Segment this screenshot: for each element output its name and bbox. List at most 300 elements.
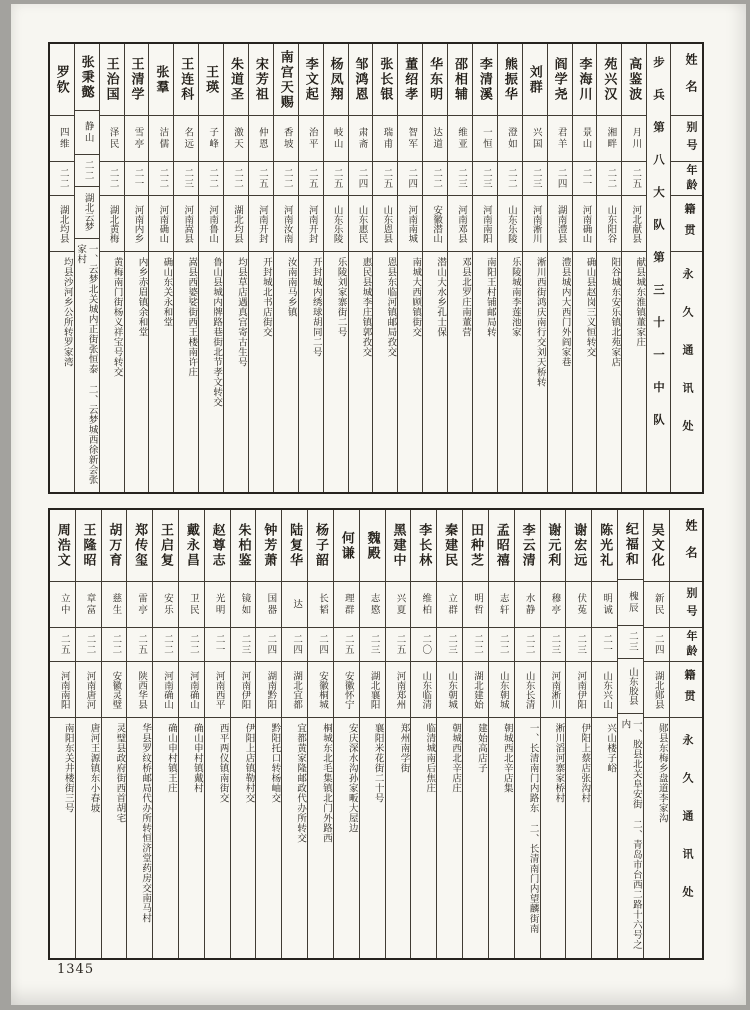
person-address: 内乡赤眉镇余和堂 [136, 257, 147, 337]
person-address: 兴山楼子峪 [605, 723, 616, 773]
person-origin: 山东胶县 [618, 659, 643, 714]
person-origin: 安徽怀宁 [334, 662, 359, 718]
roster-column [152, 510, 178, 958]
roster-column [565, 510, 591, 958]
person-name: 宋芳祖 [249, 44, 273, 116]
person-name: 钟芳萧 [256, 510, 281, 582]
person-alias: 理群 [334, 582, 359, 628]
roster-column [596, 44, 621, 492]
person-name: 王瑛 [199, 44, 223, 116]
header-age: 年龄 [671, 162, 702, 196]
person-name: 王连科 [174, 44, 198, 116]
person-name: 陈光礼 [592, 510, 617, 582]
roster-column [514, 510, 540, 958]
person-origin: 河南确山 [153, 662, 178, 718]
person-age: 二三 [523, 162, 547, 196]
roster-table-top [48, 42, 704, 494]
roster-column [436, 510, 462, 958]
person-name: 邵相辅 [448, 44, 472, 116]
person-alias: 志轩 [489, 582, 514, 628]
person-origin: 安徽桐城 [308, 662, 333, 718]
person-name: 魏殿 [360, 510, 385, 582]
header-address: 永久通讯处 [681, 734, 693, 924]
roster-column [50, 44, 74, 492]
person-name: 罗钦 [50, 44, 74, 116]
person-alias: 穆亭 [541, 582, 566, 628]
person-address: 确山东关永和堂 [161, 257, 172, 327]
person-origin: 湖北郧县 [644, 662, 669, 718]
roster-column [74, 44, 99, 492]
person-name: 谢元利 [541, 510, 566, 582]
person-origin: 山东惠民 [349, 196, 373, 252]
person-age: 二〇 [411, 628, 436, 662]
roster-column [198, 44, 223, 492]
person-address: 确山申村镇王庄 [166, 723, 176, 793]
person-name: 李海川 [573, 44, 597, 116]
roster-column [522, 44, 547, 492]
person-name: 熊振华 [498, 44, 522, 116]
person-age: 二五 [324, 162, 348, 196]
roster-column [410, 510, 436, 958]
person-alias: 立中 [50, 582, 75, 628]
person-origin: 湖北黄梅 [100, 196, 124, 252]
person-name: 华东明 [423, 44, 447, 116]
person-alias: 伏菟 [566, 582, 591, 628]
header-alias: 别号 [671, 116, 702, 162]
person-alias: 君羊 [548, 116, 572, 162]
person-name: 陆复华 [282, 510, 307, 582]
person-alias: 洁儒 [149, 116, 173, 162]
person-origin: 陕西华县 [127, 662, 152, 718]
person-age: 二四 [256, 628, 281, 662]
person-origin: 湖南黔阳 [256, 662, 281, 718]
person-origin: 山东长清 [515, 662, 540, 718]
person-origin: 河南确山 [149, 196, 173, 252]
person-age: 二三 [473, 162, 497, 196]
person-address: 桐城东北毛集镇北门外路西 [320, 723, 331, 843]
person-address: 汝南南马乡镇 [285, 257, 296, 317]
header-name: 姓名 [671, 44, 702, 116]
person-name: 杨凤翔 [324, 44, 348, 116]
person-age: 二二 [102, 628, 127, 662]
person-alias: 志愍 [360, 582, 385, 628]
person-age: 二一 [125, 162, 149, 196]
person-name: 朱道圣 [224, 44, 248, 116]
person-address: 安庆深水沟孙家畈大屋边 [346, 723, 357, 833]
roster-column [50, 510, 75, 958]
person-address: 黔阳托口转杨岫交 [269, 723, 280, 803]
person-alias: 镜如 [231, 582, 256, 628]
person-name: 朱柏鉴 [231, 510, 256, 582]
person-alias: 香坡 [274, 116, 298, 162]
person-origin: 河南伊阳 [231, 662, 256, 718]
person-address: 一、长清南门内路东 二、长清南门内望麟街南 [527, 723, 538, 934]
person-age: 二三 [174, 162, 198, 196]
person-alias: 治平 [299, 116, 323, 162]
person-name: 高鉴波 [622, 44, 646, 116]
person-name: 孟昭禧 [489, 510, 514, 582]
person-address: 均县草店遇真宫寄古生号 [236, 257, 247, 367]
person-address: 乐陵刘家寨街二号 [335, 257, 346, 337]
person-alias: 章富 [76, 582, 101, 628]
person-age: 二四 [349, 162, 373, 196]
person-alias: 瑞甫 [373, 116, 397, 162]
person-origin: 河南南城 [398, 196, 422, 252]
person-name: 刘群 [523, 44, 547, 116]
person-origin: 湖北宜都 [282, 662, 307, 718]
person-name: 王启复 [153, 510, 178, 582]
person-alias: 光明 [205, 582, 230, 628]
person-name: 秦建民 [437, 510, 462, 582]
roster-column [385, 510, 411, 958]
person-origin: 湖北均县 [50, 196, 74, 252]
person-origin: 湖北建始 [463, 662, 488, 718]
person-alias: 智军 [398, 116, 422, 162]
person-address: 阳谷城东安乐镇北苑家店 [609, 257, 620, 367]
person-age: 二五 [373, 162, 397, 196]
person-origin: 湖南澧县 [548, 196, 572, 252]
person-alias: 四维 [50, 116, 74, 162]
person-name: 郑传玺 [127, 510, 152, 582]
person-address: 淅川滔河寨家桥村 [553, 723, 564, 803]
person-name: 吴文化 [644, 510, 669, 582]
person-origin: 河南南阳 [473, 196, 497, 252]
person-age: 二二 [498, 162, 522, 196]
person-alias: 激天 [224, 116, 248, 162]
roster-column [488, 510, 514, 958]
roster-column [248, 44, 273, 492]
person-name: 张秉懿 [75, 44, 99, 111]
roster-column [223, 44, 248, 492]
person-age: 二二 [153, 628, 178, 662]
person-address: 均县沙河乡公所转罗家湾 [61, 257, 72, 367]
person-address: 开封城北书店街交 [260, 257, 271, 337]
person-alias: 岐山 [324, 116, 348, 162]
person-age: 二三 [566, 628, 591, 662]
person-origin: 山东朝城 [489, 662, 514, 718]
header-column [670, 44, 702, 492]
person-alias: 兴夏 [386, 582, 411, 628]
person-alias: 兴国 [523, 116, 547, 162]
person-name: 胡万育 [102, 510, 127, 582]
person-age: 二四 [548, 162, 572, 196]
person-address: 邓县北罗庄南董营 [460, 257, 471, 337]
person-age: 二二 [274, 162, 298, 196]
person-name: 赵尊志 [205, 510, 230, 582]
roster-column [422, 44, 447, 492]
unit-title-column [646, 44, 670, 492]
person-age: 二五 [622, 162, 646, 196]
roster-table-bottom [48, 508, 704, 960]
person-age: 二一 [592, 628, 617, 662]
person-origin: 河南淅川 [523, 196, 547, 252]
roster-column [101, 510, 127, 958]
person-address: 南阳王村铺邮局转 [484, 257, 495, 337]
roster-column [204, 510, 230, 958]
person-address: 伊阳上蔡店张沟村 [579, 723, 590, 803]
person-alias: 卫民 [179, 582, 204, 628]
roster-column [617, 510, 643, 958]
person-address: 恩县东临河镇邮局孜交 [385, 257, 396, 357]
person-address: 献县城东淮镇董家庄 [634, 257, 645, 347]
person-origin: 河南邓县 [448, 196, 472, 252]
roster-column [447, 44, 472, 492]
person-name: 董绍孝 [398, 44, 422, 116]
person-alias: 维亚 [448, 116, 472, 162]
person-name: 杨子韶 [308, 510, 333, 582]
roster-column [497, 44, 522, 492]
person-alias: 雷亭 [127, 582, 152, 628]
roster-column [124, 44, 149, 492]
person-age: 二五 [127, 628, 152, 662]
roster-column [255, 510, 281, 958]
person-origin: 河南内乡 [125, 196, 149, 252]
person-origin: 河南西平 [205, 662, 230, 718]
person-address: 南阳东关井楼街三号 [62, 723, 73, 813]
roster-column [148, 44, 173, 492]
roster-column [397, 44, 422, 492]
roster-column [547, 44, 572, 492]
person-age: 二三 [437, 628, 462, 662]
person-age: 二三 [541, 628, 566, 662]
person-age: 二一 [205, 628, 230, 662]
header-origin: 籍贯 [670, 662, 702, 718]
person-address: 灵璧县政府街西首胡宅 [114, 723, 125, 823]
person-name: 苑兴汉 [597, 44, 621, 116]
person-origin: 河南鲁山 [199, 196, 223, 252]
person-address: 淅川西街鸿庆南行交刘天桥转 [534, 257, 545, 387]
person-alias: 雪亭 [125, 116, 149, 162]
roster-column [298, 44, 323, 492]
person-address: 确山县赵岗三义恒转交 [584, 257, 595, 357]
person-origin: 河南确山 [573, 196, 597, 252]
person-alias: 子峰 [199, 116, 223, 162]
person-age: 二二 [489, 628, 514, 662]
person-address: 鲁山县城内牌路巷街北节孝文转交 [211, 257, 222, 407]
person-age: 二二 [75, 155, 99, 187]
person-age: 二二 [149, 162, 173, 196]
person-address: 南城大西顾镇街交 [410, 257, 421, 337]
person-address: 襄阳米花街二十号 [372, 723, 383, 803]
person-age: 二二 [597, 162, 621, 196]
roster-column [472, 44, 497, 492]
person-age: 二四 [644, 628, 669, 662]
person-origin: 湖北襄阳 [360, 662, 385, 718]
person-age: 二三 [448, 162, 472, 196]
person-address: 宜都黄家隆邮政代办所转交 [295, 723, 306, 843]
person-origin: 河北献县 [622, 196, 646, 252]
person-address: 确山申村镇戴村 [191, 723, 202, 793]
person-name: 王隆昭 [76, 510, 101, 582]
person-origin: 湖北均县 [224, 196, 248, 252]
person-address: 惠民县城李庄镇郭孜交 [360, 257, 371, 357]
person-origin: 河南开封 [249, 196, 273, 252]
roster-column [348, 44, 373, 492]
roster-column [621, 44, 646, 492]
person-age: 二二 [179, 628, 204, 662]
header-name: 姓名 [670, 510, 702, 582]
roster-column [126, 510, 152, 958]
unit-title: 步兵第八大队第三十一中队 [651, 56, 664, 446]
person-address: 唐河王源镇东小春坡 [88, 723, 99, 813]
person-origin: 河南南阳 [50, 662, 75, 718]
person-address: 一、云梦北关城内正街张恒泰 二、云梦城西徐新会张家村 [75, 244, 97, 485]
person-origin: 山东乐陵 [498, 196, 522, 252]
roster-column [273, 44, 298, 492]
person-name: 戴永昌 [179, 510, 204, 582]
person-origin: 安徽灵璧 [102, 662, 127, 718]
person-address: 开封城内绣球胡同二号 [310, 257, 321, 357]
person-age: 二二 [100, 162, 124, 196]
person-age: 二一 [573, 162, 597, 196]
header-address: 永久通讯处 [681, 268, 693, 458]
header-age: 年龄 [670, 628, 702, 662]
person-age: 二四 [398, 162, 422, 196]
person-name: 阎学尧 [548, 44, 572, 116]
person-address: 嵩县西婆娑街西王楼南许庄 [186, 257, 197, 377]
person-alias: 槐辰 [618, 580, 643, 625]
person-name: 李云清 [515, 510, 540, 582]
person-age: 二五 [50, 628, 75, 662]
person-origin: 河南嵩县 [174, 196, 198, 252]
person-address: 一、胶县北关阜安街 二、青岛市台西二路十六号之内 [619, 718, 641, 950]
person-alias: 维柏 [411, 582, 436, 628]
scanned-page [11, 4, 746, 1005]
person-name: 谢宏远 [566, 510, 591, 582]
person-alias: 国器 [256, 582, 281, 628]
person-name: 何谦 [334, 510, 359, 582]
person-age: 二五 [386, 628, 411, 662]
person-address: 澧县城内大西门外阎家巷 [559, 257, 570, 367]
person-age: 二四 [308, 628, 333, 662]
person-age: 二二 [423, 162, 447, 196]
person-address: 黄梅南门街杨义祥宝号转交 [111, 257, 122, 377]
person-age: 二二 [463, 628, 488, 662]
person-alias: 湘畔 [597, 116, 621, 162]
person-address: 郧县东梅乡盘道李家沟 [656, 723, 667, 823]
person-age: 二三 [360, 628, 385, 662]
person-alias: 长韬 [308, 582, 333, 628]
page-number: 1345 [57, 962, 95, 977]
person-address: 建始高店子 [475, 723, 486, 773]
person-name: 李文起 [299, 44, 323, 116]
person-address: 临清城南后焦庄 [424, 723, 435, 793]
person-address: 朝城西北辛店集 [501, 723, 512, 793]
roster-column [307, 510, 333, 958]
person-origin: 山东临清 [411, 662, 436, 718]
person-alias: 水静 [515, 582, 540, 628]
roster-column [99, 44, 124, 492]
person-name: 李清溪 [473, 44, 497, 116]
person-alias: 肃斋 [349, 116, 373, 162]
roster-column [281, 510, 307, 958]
roster-column [462, 510, 488, 958]
person-alias: 名远 [174, 116, 198, 162]
person-age: 二五 [299, 162, 323, 196]
header-column [669, 510, 702, 958]
person-alias: 慈生 [102, 582, 127, 628]
person-age: 二二 [50, 162, 74, 196]
person-origin: 河南伊阳 [566, 662, 591, 718]
person-address: 华县罗纹桥邮局代办所转恒济堂药房交南马村 [140, 723, 151, 923]
person-alias: 明诚 [592, 582, 617, 628]
person-age: 二二 [199, 162, 223, 196]
roster-column [372, 44, 397, 492]
person-address: 朝城西北辛店庄 [450, 723, 461, 793]
person-origin: 山东兴山 [592, 662, 617, 718]
roster-column [178, 510, 204, 958]
roster-column [591, 510, 617, 958]
person-name: 王治国 [100, 44, 124, 116]
person-name: 田种芝 [463, 510, 488, 582]
person-alias: 新民 [644, 582, 669, 628]
person-name: 李长林 [411, 510, 436, 582]
person-origin: 安徽潜山 [423, 196, 447, 252]
roster-column [333, 510, 359, 958]
person-alias: 泽民 [100, 116, 124, 162]
person-name: 邹鸿恩 [349, 44, 373, 116]
person-origin: 湖北云梦 [75, 187, 99, 240]
person-address: 郑州南学街 [398, 723, 409, 773]
person-address: 潜山大水乡孔士保 [435, 257, 446, 337]
person-origin: 山东恩县 [373, 196, 397, 252]
person-name: 黑建中 [386, 510, 411, 582]
person-alias: 达道 [423, 116, 447, 162]
person-age: 二三 [231, 628, 256, 662]
person-origin: 河南淅川 [541, 662, 566, 718]
person-origin: 山东朝城 [437, 662, 462, 718]
roster-column [230, 510, 256, 958]
person-alias: 安乐 [153, 582, 178, 628]
person-origin: 河南开封 [299, 196, 323, 252]
person-alias: 澄如 [498, 116, 522, 162]
person-name: 南宫天赐 [274, 44, 298, 116]
person-name: 周浩文 [50, 510, 75, 582]
person-alias: 明哲 [463, 582, 488, 628]
person-origin: 河南郑州 [386, 662, 411, 718]
person-origin: 河南唐河 [76, 662, 101, 718]
roster-column [540, 510, 566, 958]
person-age: 二三 [618, 626, 643, 659]
person-origin: 山东乐陵 [324, 196, 348, 252]
person-name: 张长银 [373, 44, 397, 116]
person-age: 二二 [515, 628, 540, 662]
person-alias: 达 [282, 582, 307, 628]
person-name: 王清学 [125, 44, 149, 116]
person-age: 二五 [334, 628, 359, 662]
person-alias: 月川 [622, 116, 646, 162]
roster-column [323, 44, 348, 492]
roster-column [643, 510, 669, 958]
roster-column [173, 44, 198, 492]
person-origin: 河南汝南 [274, 196, 298, 252]
person-age: 二二 [224, 162, 248, 196]
person-name: 纪福和 [618, 510, 643, 580]
person-address: 西平两仪镇南街交 [217, 723, 228, 803]
person-alias: 立群 [437, 582, 462, 628]
person-age: 二四 [282, 628, 307, 662]
header-origin: 籍贯 [671, 196, 702, 252]
person-address: 乐陵城南李莲池家 [509, 257, 520, 337]
person-origin: 山东阳谷 [597, 196, 621, 252]
roster-column [572, 44, 597, 492]
person-alias: 一恒 [473, 116, 497, 162]
person-origin: 河南确山 [179, 662, 204, 718]
person-alias: 静山 [75, 111, 99, 154]
roster-column [75, 510, 101, 958]
roster-column [359, 510, 385, 958]
person-alias: 仲恩 [249, 116, 273, 162]
